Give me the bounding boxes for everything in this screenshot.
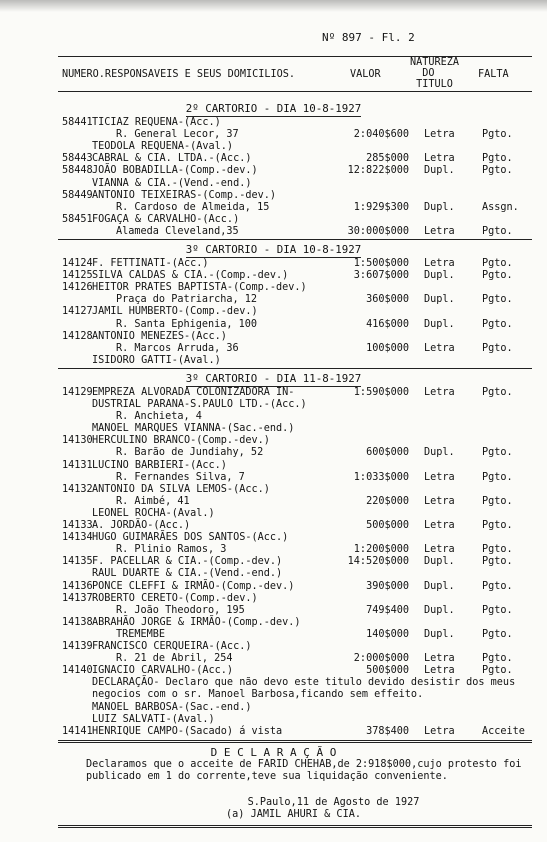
entry-falta: Pgto. (482, 165, 513, 177)
table-row (0, 702, 547, 714)
entry-party: VIANNA & CIA.-(Vend.-end.) (92, 177, 252, 189)
entry-falta: Acceite (482, 725, 525, 737)
entry-number: 58449 (62, 189, 93, 201)
table-row (0, 447, 547, 459)
entry-party: F. FETTINATI-(Acc.) (92, 258, 209, 269)
entry-number: 14138 (62, 616, 93, 628)
entry-number: 14126 (62, 282, 93, 294)
entry-natureza: Letra (424, 153, 455, 165)
section-title: 3º CARTORIO - DIA 10-8-1927 (185, 243, 362, 256)
entry-party: EMPREZA ALVORADA COLONIZADORA IN- (92, 386, 295, 398)
entry-natureza: Dupl. (424, 165, 455, 177)
table-row (0, 282, 547, 294)
entry-natureza: Letra (424, 471, 455, 483)
entry-number: 14136 (62, 580, 93, 592)
entry-party: ANTONIO TEIXEIRAS-(Comp.-dev.) (92, 189, 277, 201)
table-row (0, 714, 547, 726)
entry-falta: Pgto. (482, 294, 513, 306)
entry-address: TREMEMBE (116, 628, 166, 640)
entry-address: R. Marcos Arruda, 36 (116, 342, 239, 354)
entry-natureza: Letra (424, 225, 455, 237)
entry-falta: Pgto. (482, 471, 513, 483)
entry-falta: Pgto. (482, 628, 513, 640)
entry-number: 14132 (62, 483, 93, 495)
entry-party: FOGAÇA & CARVALHO-(Acc.) (92, 213, 240, 225)
header-valor: VALOR (350, 69, 381, 80)
entry-falta: Pgto. (482, 342, 513, 354)
entry-valor: 3:607$000 (353, 270, 409, 282)
entry-falta: Pgto. (482, 495, 513, 507)
table-row (0, 270, 547, 282)
section-title: 2º CARTORIO - DIA 10-8-1927 (185, 102, 362, 115)
entry-party: FRANCISCO CERQUEIRA-(Acc.) (92, 641, 252, 652)
page-reference: Nº 897 - Fl. 2 (322, 31, 415, 44)
entry-natureza: Letra (424, 520, 455, 531)
table-row (0, 399, 547, 411)
entry-valor: 360$000 (366, 294, 409, 306)
table-row (0, 641, 547, 653)
entry-natureza: Dupl. (424, 447, 455, 459)
entry-party: ISIDORO GATTI-(Aval.) (92, 354, 221, 366)
entry-valor: 220$000 (366, 495, 409, 507)
entry-party: TICIAZ REQUENA-(Acc.) (92, 117, 221, 128)
entry-valor: 390$000 (366, 580, 409, 592)
section-rule (58, 368, 532, 369)
entry-number: 14125 (62, 270, 93, 282)
entry-number: 14131 (62, 459, 93, 471)
table-row (0, 544, 547, 556)
entry-number: 14129 (62, 386, 93, 398)
entry-address: R. Plinio Ramos, 3 (116, 544, 227, 556)
entry-natureza: Letra (424, 665, 455, 677)
entry-address: R. General Lecor, 37 (116, 129, 239, 141)
entry-party: ANTONIO DA SILVA LEMOS-(Acc.) (92, 483, 270, 495)
section-title: 3º CARTORIO - DIA 11-8-1927 (185, 371, 362, 385)
table-row (0, 653, 547, 665)
table-row (0, 178, 547, 190)
entry-number: 14127 (62, 306, 93, 318)
entry-valor: 1:590$000 (353, 386, 409, 398)
entry-address: R. Aimbé, 41 (116, 495, 190, 507)
section-heading (0, 372, 547, 385)
entry-party: TEODOLA REQUENA-(Aval.) (92, 141, 234, 153)
table-row (0, 665, 547, 677)
table-row (0, 520, 547, 532)
entry-falta: Pgto. (482, 544, 513, 556)
header-top-rule (58, 56, 532, 57)
entry-falta: Pgto. (482, 447, 513, 459)
entry-valor: 1:033$000 (353, 471, 409, 483)
entry-falta: Pgto. (482, 225, 513, 237)
entry-natureza: Dupl. (424, 270, 455, 282)
table-row (0, 117, 547, 129)
table-row (0, 605, 547, 617)
entry-address: R. 21 de Abril, 254 (116, 653, 233, 665)
table-row (0, 484, 547, 496)
table-row (0, 532, 547, 544)
table-row (0, 435, 547, 447)
table-row (0, 129, 547, 141)
entry-party: HUGO GUIMARÃES DOS SANTOS-(Acc.) (92, 532, 289, 544)
entry-party: CABRAL & CIA. LTDA.-(Acc.) (92, 153, 252, 165)
entry-party: MANOEL BARBOSA-(Sac.-end.) (92, 701, 252, 713)
entry-party: HENRIQUE CAMPO-(Sacado) á vista (92, 725, 283, 737)
entry-number: 58448 (62, 165, 93, 177)
entry-natureza: Dupl. (424, 201, 455, 213)
entry-falta: Pgto. (482, 665, 513, 677)
table-row (0, 141, 547, 153)
entry-falta: Pgto. (482, 318, 513, 330)
table-row (0, 165, 547, 177)
table-row (0, 593, 547, 605)
entry-number: 14128 (62, 330, 93, 342)
entry-address: Praça do Patriarcha, 12 (116, 294, 258, 306)
entry-valor: 100$000 (366, 342, 409, 354)
table-row (0, 214, 547, 226)
entry-falta: Pgto. (482, 604, 513, 616)
entry-valor: 14:520$000 (347, 556, 409, 568)
table-row (0, 472, 547, 484)
section-heading (0, 102, 547, 115)
entry-falta: Assgn. (482, 201, 519, 213)
entry-falta: Pgto. (482, 153, 513, 165)
entry-number: 58441 (62, 117, 93, 128)
entry-falta: Pgto. (482, 653, 513, 665)
entry-party: IGNACIO CARVALHO-(Acc.) (92, 665, 234, 677)
entry-party: LUCINO BARBIERI-(Acc.) (92, 459, 227, 471)
entry-falta: Pgto. (482, 580, 513, 592)
entry-valor: 500$000 (366, 665, 409, 677)
entry-address: R. Fernandes Silva, 7 (116, 471, 245, 483)
entry-natureza: Letra (424, 129, 455, 141)
entry-address: R. Santa Ephigenia, 100 (116, 318, 258, 330)
table-row (0, 202, 547, 214)
table-row (0, 423, 547, 435)
table-row (0, 726, 547, 738)
entry-number: 14133 (62, 520, 93, 531)
entry-valor: 749$400 (366, 604, 409, 616)
table-row (0, 581, 547, 593)
entry-number: 14141 (62, 725, 93, 737)
entry-natureza: Dupl. (424, 580, 455, 592)
entry-party: RAUL DUARTE & CIA.-(Vend.-end.) (92, 568, 283, 580)
entry-valor: 378$400 (366, 725, 409, 737)
table-row (0, 319, 547, 331)
entry-natureza: Letra (424, 386, 455, 398)
table-row (0, 190, 547, 202)
entry-valor: 600$000 (366, 447, 409, 459)
entry-address: R. João Theodoro, 195 (116, 604, 245, 616)
entry-natureza: Dupl. (424, 294, 455, 306)
entry-valor: 1:500$000 (353, 258, 409, 269)
entry-party: ABRAHÃO JORGE & IRMÃO-(Comp.-dev.) (92, 616, 301, 628)
entry-natureza: Letra (424, 544, 455, 556)
entry-valor: 12:822$000 (347, 165, 409, 177)
entry-party: HEITOR PRATES BAPTISTA-(Comp.-dev.) (92, 282, 307, 294)
table-row (0, 556, 547, 568)
entry-falta: Pgto. (482, 386, 513, 398)
entry-number: 14130 (62, 435, 93, 447)
table-row (0, 258, 547, 270)
entry-natureza: Letra (424, 258, 455, 269)
declaration-note: DECLARAÇÃO- Declaro que não devo este titulo devido desistir dos meus negocios com o sr. Manoel Barbosa,ficando sem effeito. (92, 677, 516, 701)
table-row (0, 411, 547, 423)
declaration-text: Declaramos que o acceite de FARID CHEHAB,de 2:918$000,cujo protesto foi publicado em 1 do corrente,teve sua liquidação conveniente. (86, 758, 522, 782)
entry-party: SILVA CALDAS & CIA.-(Comp.-dev.) (92, 270, 289, 282)
entry-number: 14140 (62, 665, 93, 677)
place-date: S.Paulo,11 de Agosto de 1927 (247, 797, 420, 809)
entry-valor: 500$000 (366, 520, 409, 531)
declaration-title: D E C L A R A Ç Ã O (210, 745, 337, 759)
entry-valor: 416$000 (366, 318, 409, 330)
header-bottom-rule (58, 91, 532, 92)
entry-party: A. JORDÃO-(Acc.) (92, 520, 191, 531)
footer-rule (58, 740, 532, 743)
entry-valor: 2:040$600 (353, 129, 409, 141)
entry-natureza: Letra (424, 725, 455, 737)
table-row (0, 568, 547, 580)
entry-address: Alameda Cleveland,35 (116, 225, 239, 237)
entry-natureza: Letra (424, 653, 455, 665)
entry-valor: 140$000 (366, 628, 409, 640)
entry-number: 58443 (62, 153, 93, 165)
entry-natureza: Dupl. (424, 318, 455, 330)
table-row (0, 508, 547, 520)
entry-falta: Pgto. (482, 520, 513, 531)
section-heading (0, 243, 547, 256)
entry-number: 14139 (62, 641, 93, 652)
entry-party: ANTONIO MENEZES-(Acc.) (92, 330, 227, 342)
entry-party: ROBERTO CERETO-(Comp.-dev.) (92, 592, 258, 604)
entry-natureza: Dupl. (424, 628, 455, 640)
entry-party: LEONEL ROCHA-(Aval.) (92, 507, 215, 519)
entry-address: R. Cardoso de Almeida, 15 (116, 201, 270, 213)
table-row (0, 331, 547, 343)
page-top-edge (0, 0, 547, 12)
entry-number: 14134 (62, 532, 93, 544)
entry-falta: Pgto. (482, 129, 513, 141)
table-row (0, 496, 547, 508)
header-numero-responsaveis: NUMERO.RESPONSAVEIS E SEUS DOMICILIOS. (62, 69, 296, 80)
entry-party: PONCE CLEFFI & IRMÃO-(Comp.-dev.) (92, 580, 295, 592)
entry-party: DUSTRIAL PARANA-S.PAULO LTD.-(Acc.) (92, 399, 307, 410)
entry-address: R. Barão de Jundiahy, 52 (116, 447, 264, 459)
entry-valor: 30:000$000 (347, 225, 409, 237)
entry-number: 14124 (62, 258, 93, 269)
entry-natureza: Letra (424, 495, 455, 507)
entry-valor: 1:929$300 (353, 201, 409, 213)
header-natureza: NATUREZA DO TITULO (410, 57, 460, 90)
table-row (0, 629, 547, 641)
entry-number: 14137 (62, 592, 93, 604)
entry-party: MANOEL MARQUES VIANNA-(Sac.-end.) (92, 423, 295, 435)
table-row (0, 355, 547, 367)
entry-party: JAMIL HUMBERTO-(Comp.-dev.) (92, 306, 258, 318)
entry-address: R. Anchieta, 4 (116, 411, 202, 423)
table-row (0, 226, 547, 238)
table-row (0, 460, 547, 472)
entry-falta: Pgto. (482, 556, 513, 568)
signature: (a) JAMIL AHURI & CIA. (226, 809, 361, 821)
entry-valor: 285$000 (366, 153, 409, 165)
entry-number: 14135 (62, 556, 93, 568)
entry-natureza: Dupl. (424, 556, 455, 568)
entry-valor: 1:200$000 (353, 544, 409, 556)
table-row (0, 387, 547, 399)
entry-falta: Pgto. (482, 258, 513, 269)
entry-party: LUIZ SALVATI-(Aval.) (92, 713, 215, 725)
entry-natureza: Letra (424, 342, 455, 354)
section-rule (58, 239, 532, 240)
bottom-rule (58, 825, 532, 828)
entry-falta: Pgto. (482, 270, 513, 282)
table-row (0, 153, 547, 165)
entry-natureza: Dupl. (424, 604, 455, 616)
header-falta: FALTA (478, 69, 509, 80)
table-row (0, 343, 547, 355)
table-row (0, 306, 547, 318)
entry-party: F. PACELLAR & CIA.-(Comp.-dev.) (92, 556, 283, 568)
entry-valor: 2:000$000 (353, 653, 409, 665)
entry-number: 58451 (62, 213, 93, 225)
table-row (0, 294, 547, 306)
entry-party: JOÃO BOBADILLA-(Comp.-dev.) (92, 165, 258, 177)
table-row (0, 617, 547, 629)
entry-party: HERCULINO BRANCO-(Comp.-dev.) (92, 435, 270, 447)
